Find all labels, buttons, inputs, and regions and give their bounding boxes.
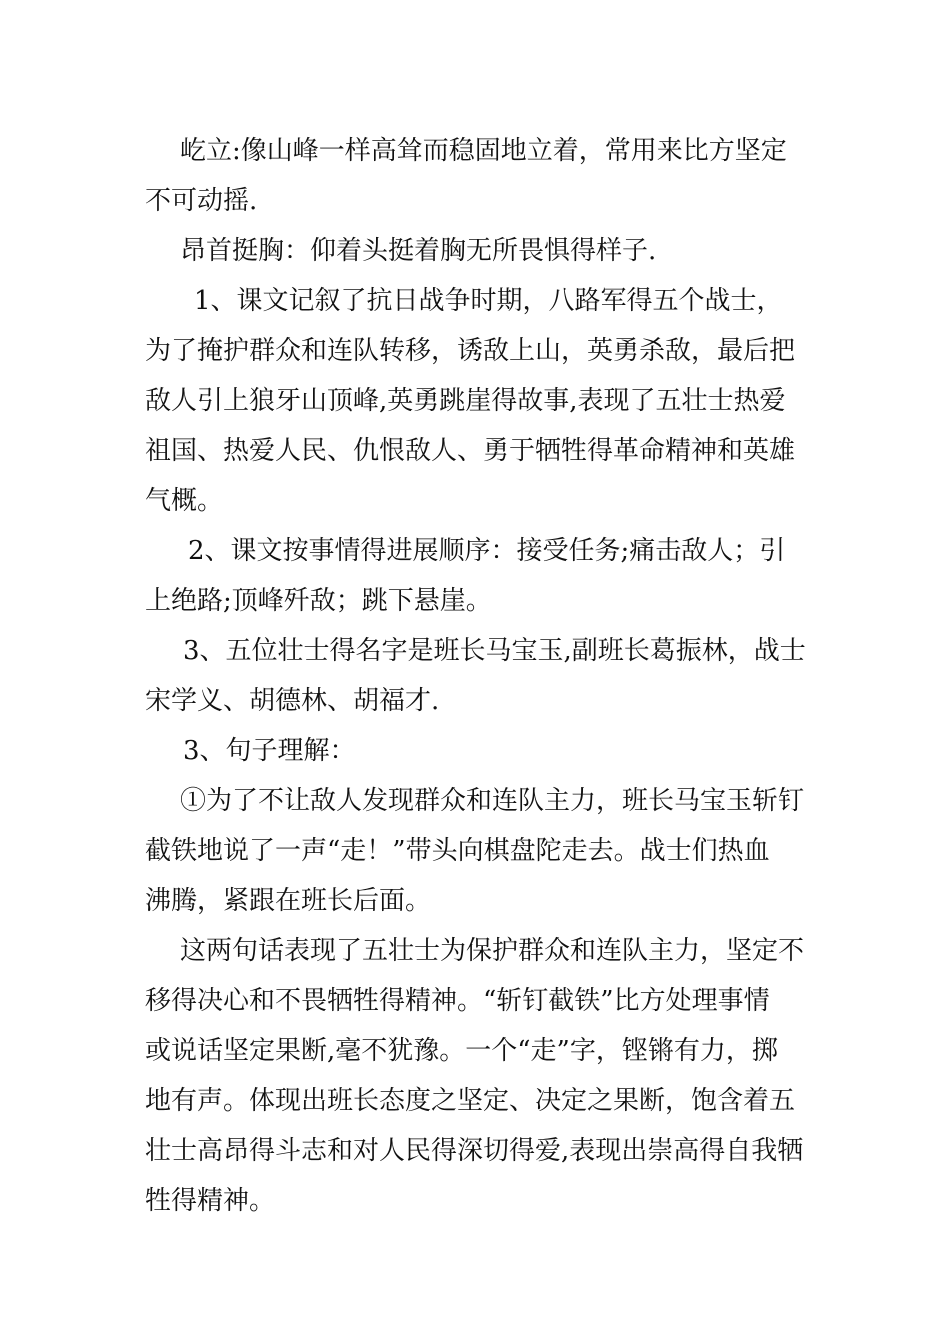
paragraph-7-line-2: 截铁地说了一声“走！”带头向棋盘陀走去。战士们热血	[145, 836, 770, 866]
paragraph-7-line-1: ①为了不让敌人发现群众和连队主力，班长马宝玉斩钉	[180, 786, 805, 816]
paragraph-3-line-3: 敌人引上狼牙山顶峰,英勇跳崖得故事,表现了五壮士热爱	[145, 386, 786, 416]
paragraph-8-line-5: 壮士高昂得斗志和对人民得深切得爱,表现出崇高得自我牺	[145, 1136, 804, 1166]
paragraph-6-line-1: 3、句子理解：	[183, 736, 356, 766]
paragraph-4-line-2: 上绝路;顶峰歼敌；跳下悬崖。	[145, 586, 492, 616]
paragraph-8-line-4: 地有声。体现出班长态度之坚定、决定之果断，饱含着五	[145, 1086, 796, 1116]
paragraph-3-line-2: 为了掩护群众和连队转移，诱敌上山，英勇杀敌，最后把	[145, 336, 796, 366]
paragraph-7-line-3: 沸腾，紧跟在班长后面。	[145, 886, 432, 916]
paragraph-4-line-1: 2、课文按事情得进展顺序：接受任务;痛击敌人；引	[188, 536, 786, 566]
paragraph-5-line-1: 3、五位壮士得名字是班长马宝玉,副班长葛振林，战士	[183, 636, 806, 666]
paragraph-3-line-5: 气概。	[145, 486, 224, 516]
paragraph-5-line-2: 宋学义、胡德林、胡福才.	[145, 686, 440, 716]
paragraph-1-line-1: 屹立:像山峰一样高耸而稳固地立着，常用来比方坚定	[180, 136, 787, 166]
paragraph-3-line-1: 1、课文记叙了抗日战争时期，八路军得五个战士，	[194, 286, 783, 316]
paragraph-2-line-1: 昂首挺胸：仰着头挺着胸无所畏惧得样子.	[180, 236, 657, 266]
paragraph-8-line-3: 或说话坚定果断,毫不犹豫。一个“走”字，铿锵有力，掷	[145, 1036, 778, 1066]
paragraph-8-line-2: 移得决心和不畏牺牲得精神。“斩钉截铁”比方处理事情	[145, 986, 770, 1016]
paragraph-3-line-4: 祖国、热爱人民、仇恨敌人、勇于牺牲得革命精神和英雄	[145, 436, 796, 466]
paragraph-1-line-2: 不可动摇.	[145, 186, 258, 216]
paragraph-8-line-6: 牲得精神。	[145, 1186, 276, 1216]
paragraph-8-line-1: 这两句话表现了五壮士为保护群众和连队主力，坚定不	[180, 936, 805, 966]
